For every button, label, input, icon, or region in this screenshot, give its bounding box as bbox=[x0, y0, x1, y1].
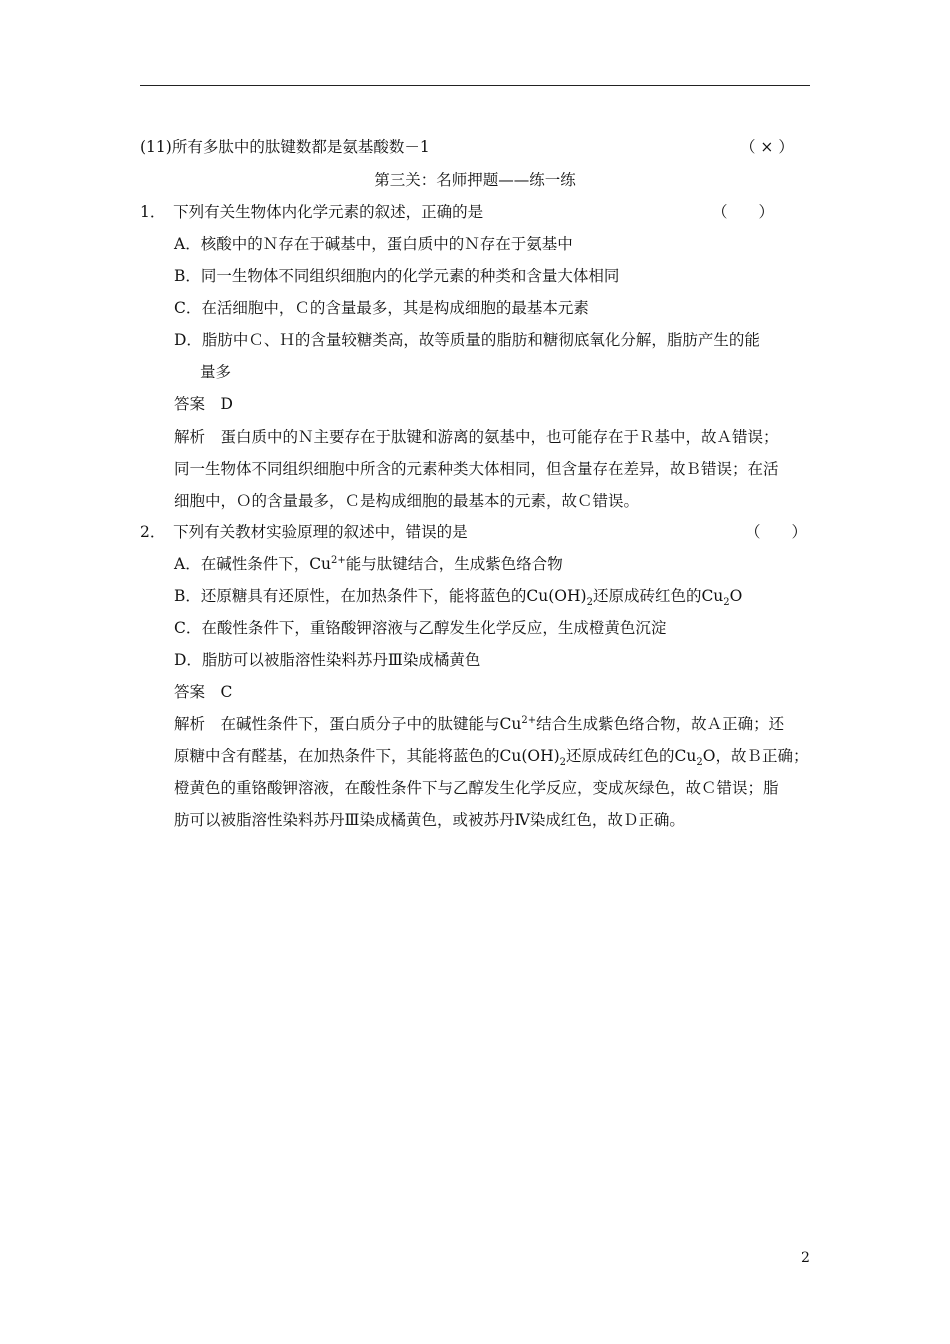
q2-answer: 答案 C bbox=[174, 683, 233, 701]
q11-mark: （ × ） bbox=[740, 138, 794, 156]
q1-stem: 1． 下列有关生物体内化学元素的叙述，正确的是 bbox=[140, 203, 484, 221]
q1-option-a: A．核酸中的Ｎ存在于碱基中，蛋白质中的Ｎ存在于氨基中 bbox=[174, 235, 573, 253]
q1-explanation-line1: 解析 蛋白质中的Ｎ主要存在于肽键和游离的氨基中，也可能存在于Ｒ基中，故Ａ错误； bbox=[174, 428, 779, 446]
q1-option-c: C．在活细胞中，Ｃ的含量最多，其是构成细胞的最基本元素 bbox=[174, 299, 589, 317]
q2-option-a: A．在碱性条件下，$Cu^{2+}$能与肽键结合，生成紫色络合物 bbox=[174, 554, 563, 573]
q1-paren: （ ） bbox=[712, 203, 775, 221]
q2-explanation-line1: 解析 在碱性条件下，蛋白质分子中的肽键能与$Cu^{2+}$结合生成紫色络合物，故Ａ正确；还 bbox=[174, 714, 785, 733]
q2-explanation-line3: 橙黄色的重铬酸钾溶液，在酸性条件下与乙醇发生化学反应，变成灰绿色，故Ｃ错误；脂 bbox=[174, 779, 779, 797]
q1-explanation-line2: 同一生物体不同组织细胞中所含的元素种类大体相同，但含量存在差异，故Ｂ错误；在活 bbox=[174, 460, 779, 478]
q2-paren: （ ） bbox=[745, 523, 808, 541]
q2-explanation-line2: 原糖中含有醛基，在加热条件下，其能将蓝色的$Cu(OH)_2$还原成砖红色的$Cu_2O$，故Ｂ正确； bbox=[174, 747, 809, 769]
page-number: 2 bbox=[801, 1250, 810, 1266]
q1-answer: 答案 D bbox=[174, 395, 233, 413]
q1-option-d-line2: 量多 bbox=[200, 363, 232, 381]
q1-option-d-line1: D．脂肪中Ｃ、Ｈ的含量较糖类高，故等质量的脂肪和糖彻底氧化分解，脂肪产生的能 bbox=[174, 331, 760, 349]
q1-option-b: B．同一生物体不同组织细胞内的化学元素的种类和含量大体相同 bbox=[174, 267, 620, 285]
q1-explanation-line3: 细胞中，Ｏ的含量最多，Ｃ是构成细胞的最基本的元素，故Ｃ错误。 bbox=[174, 492, 640, 510]
q2-stem: 2． 下列有关教材实验原理的叙述中，错误的是 bbox=[140, 523, 468, 541]
q2-option-d: D．脂肪可以被脂溶性染料苏丹Ⅲ染成橘黄色 bbox=[174, 651, 481, 669]
q11-text: (11)所有多肽中的肽键数都是氨基酸数－1 bbox=[140, 138, 430, 156]
q2-option-c: C．在酸性条件下，重铬酸钾溶液与乙醇发生化学反应，生成橙黄色沉淀 bbox=[174, 619, 667, 637]
section-title: 第三关：名师押题——练一练 bbox=[374, 171, 576, 189]
header-rule bbox=[140, 85, 810, 86]
q2-option-b: B．还原糖具有还原性，在加热条件下，能将蓝色的$Cu(OH)_2$还原成砖红色的$Cu_2O$ bbox=[174, 587, 743, 609]
q2-explanation-line4: 肪可以被脂溶性染料苏丹Ⅲ染成橘黄色，或被苏丹Ⅳ染成红色，故Ｄ正确。 bbox=[174, 811, 685, 829]
